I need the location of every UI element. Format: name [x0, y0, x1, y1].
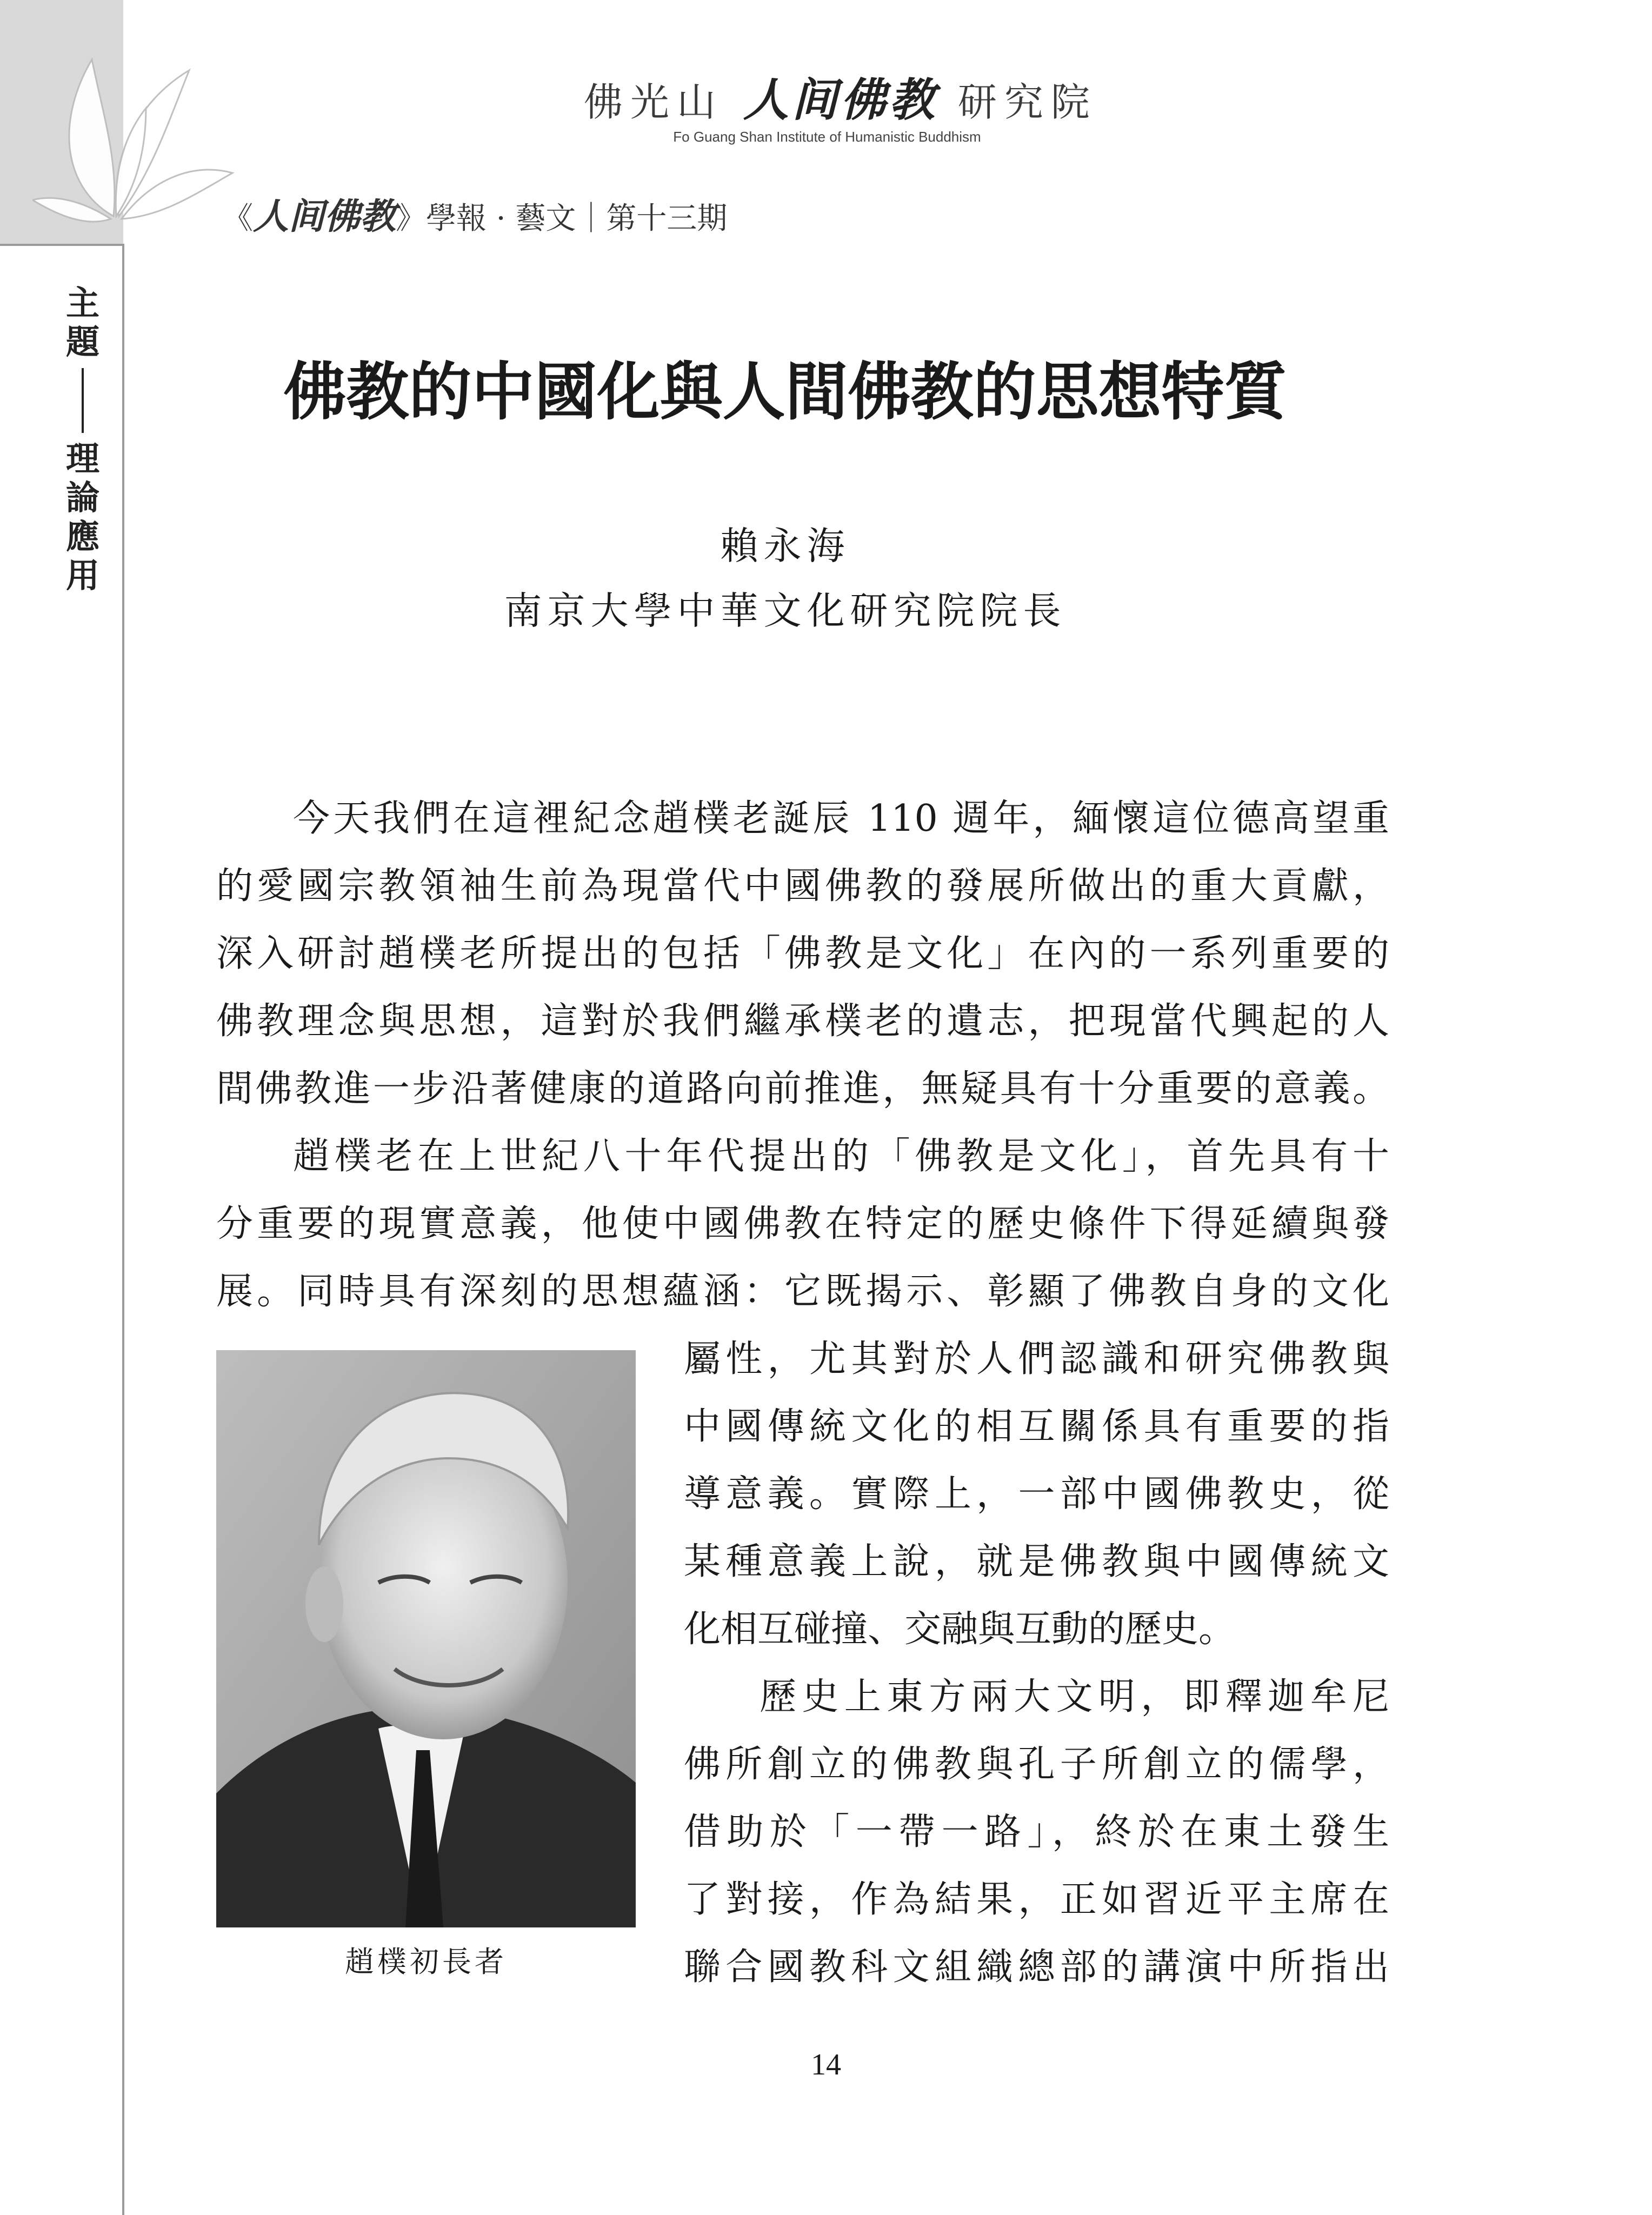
- portrait-photo: [216, 1350, 636, 1927]
- paragraph-line: 的愛國宗教領袖生前為現當代中國佛教的發展所做出的重大貢獻，: [216, 865, 1389, 908]
- author-affiliation: 南京大學中華文化研究院院長: [504, 589, 1067, 633]
- section-char: 應: [65, 517, 99, 556]
- journal-bracket: 《: [223, 201, 253, 236]
- paragraph-line: 中國傳統文化的相互關係具有重要的指: [684, 1405, 1389, 1448]
- paragraph-line: 展。同時具有深刻的思想蘊涵：它既揭示、彰顯了佛教自身的文化: [216, 1270, 1389, 1313]
- paragraph-line: 化相互碰撞、交融與互動的歷史。: [684, 1608, 1236, 1651]
- article-author: 賴永海: [720, 524, 850, 568]
- institute-logo: [584, 73, 1097, 151]
- logo-prefix: 佛光山: [584, 79, 724, 125]
- logo-brand: 人间佛教: [743, 73, 938, 126]
- paragraph-line: 深入研討趙樸老所提出的包括「佛教是文化」在內的一系列重要的: [216, 932, 1389, 975]
- section-char: 題: [65, 322, 99, 362]
- paragraph-line: 佛所創立的佛教與孔子所創立的儒學，: [684, 1743, 1389, 1786]
- paragraph-line: 歷史上東方兩大文明，即釋迦牟尼: [760, 1676, 1389, 1718]
- paragraph-line: 了對接，作為結果，正如習近平主席在: [684, 1878, 1389, 1921]
- journal-issue: 》學報 · 藝文｜第十三期: [396, 201, 728, 236]
- margin-divider: [122, 246, 124, 2215]
- section-char: 用: [65, 556, 99, 595]
- section-char: 主: [65, 283, 99, 323]
- paragraph-line: 屬性，尤其對於人們認識和研究佛教與: [684, 1338, 1389, 1380]
- photo-caption: 趙樸初長者: [345, 1945, 507, 1979]
- section-char: 論: [65, 478, 99, 517]
- journal-header: [223, 195, 727, 241]
- section-label: [64, 284, 102, 595]
- section-dash: [82, 368, 84, 433]
- lotus-flower-icon: [32, 38, 238, 254]
- paragraph-line: 間佛教進一步沿著健康的道路向前推進，無疑具有十分重要的意義。: [216, 1068, 1389, 1110]
- page-number: 14: [811, 2048, 841, 2081]
- paragraph-line: 導意義。實際上，一部中國佛教史，從: [684, 1473, 1389, 1516]
- paragraph-line: 佛教理念與思想，這對於我們繼承樸老的遺志，把現當代興起的人: [216, 1000, 1389, 1043]
- logo-english: Fo Guang Shan Institute of Humanistic Buddhism: [673, 129, 981, 145]
- article-title: 佛教的中國化與人間佛教的思想特質: [283, 355, 1287, 429]
- paragraph-line: 分重要的現實意義，他使中國佛教在特定的歷史條件下得延續與發: [216, 1203, 1389, 1245]
- paragraph-line: 借助於「一帶一路」，終於在東土發生: [684, 1811, 1389, 1853]
- paragraph-line: 某種意義上說，就是佛教與中國傳統文: [684, 1540, 1389, 1583]
- logo-suffix: 研究院: [957, 79, 1097, 125]
- paragraph-line: 今天我們在這裡紀念趙樸老誕辰 110 週年，緬懷這位德高望重: [293, 797, 1389, 840]
- section-char: 理: [65, 439, 99, 478]
- journal-brand: 人间佛教: [253, 195, 396, 237]
- paragraph-line: 聯合國教科文組織總部的講演中所指出: [684, 1946, 1389, 1989]
- paragraph-line: 趙樸老在上世紀八十年代提出的「佛教是文化」，首先具有十: [293, 1135, 1389, 1178]
